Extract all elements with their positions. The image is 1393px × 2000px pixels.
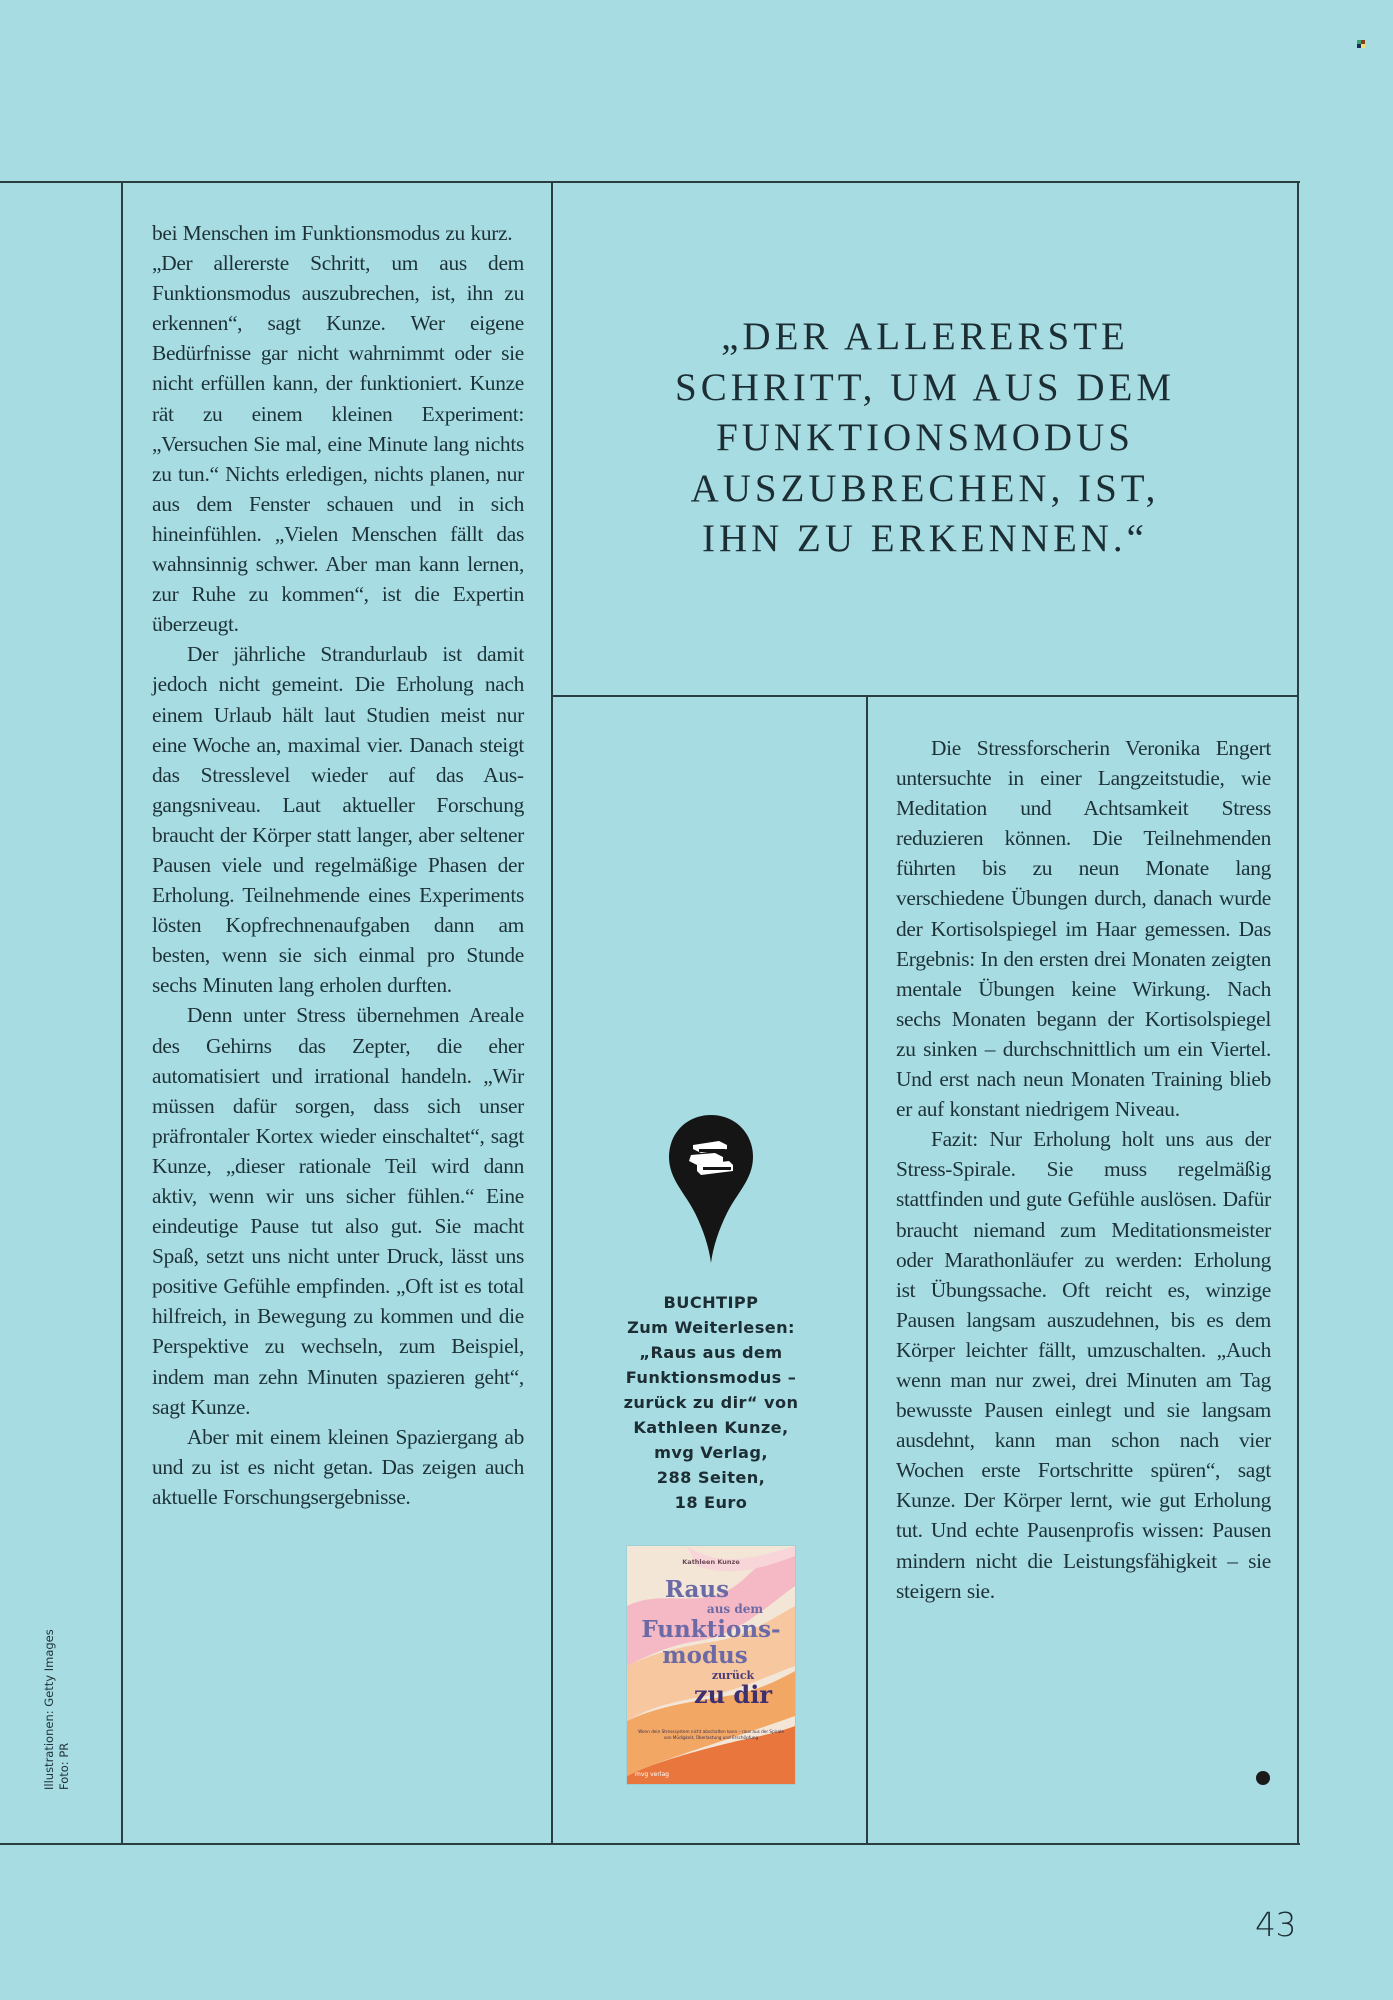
book-cover-image (627, 1546, 795, 1784)
cover-title-line: zu dir (694, 1680, 772, 1709)
paragraph: Fazit: Nur Erholung holt uns aus der Stress-Spirale. Sie muss regelmäßig stattfinden und gute Gefühle auslösen. Dafür braucht niemand zum Meditationsmeister oder Marathonläufer zu werden: Erholung ist Übungssache. Oft reicht es, winzige Pausen langsam auszudehnen, bis es dem Körper leichter fällt, umzuschalten. „Auch wenn man nur zwei, drei Minuten am Tag bewusste Pausen einlegt und sie langsam ausdehnt, kann man schon nach vier Wochen erste Fortschritte spüren“, sagt Kunze. Der Körper lernt, wie gut Erholung tut. Und echte Pausenprofis wissen: Pausen mindern nicht die Leistungsfähigkeit – sie steigern sie. (896, 1127, 1271, 1603)
pull-quote-line: FUNKTIONSMODUS (716, 416, 1134, 459)
cover-publisher-logo: mvg verlag (635, 1771, 669, 1778)
grid-line-bottom (0, 1843, 1300, 1845)
pull-quote-line: IHN ZU ERKENNEN.“ (701, 517, 1148, 560)
article-column-left (152, 218, 524, 1512)
cover-title-line: modus (662, 1642, 748, 1669)
paragraph: „Der allererste Schritt, um aus dem Funktionsmodus auszubrechen, ist, ihn zu erkennen“, sagt Kunze. Wer eigene Bedürfnisse gar nicht wahrnimmt oder sie nicht erfüllen kann, der funktioniert. Kunze rät zu einem kleinen Experiment: „Versuchen Sie mal, eine Minute lang nichts zu tun.“ Nichts erledigen, nichts planen, nur aus dem Fenster schauen und in sich hineinfühlen. „Vielen Menschen fällt das wahnsinnig schwer. Aber man kann lernen, zur Ruhe zu kommen“, ist die Expertin überzeugt. (152, 251, 524, 637)
grid-line-right (1297, 181, 1299, 1845)
grid-line-left (121, 181, 123, 1845)
books-map-pin-icon (667, 1113, 755, 1265)
grid-line-top (0, 181, 1300, 183)
pull-quote (580, 312, 1270, 565)
cover-subtitle: Wenn dein Stresssystem nicht abschalten kann – raus aus der Spirale von Müdigkeit, Überlastung und Erschöpfung (638, 1729, 784, 1740)
book-tip-line: „Raus aus dem (639, 1343, 783, 1362)
image-credits (42, 1629, 72, 1790)
book-tip-line: zurück zu dir“ von (623, 1393, 799, 1412)
book-tip-line: mvg Verlag, (654, 1443, 768, 1462)
book-tip-heading: BUCHTIPP (663, 1293, 759, 1312)
pull-quote-line: „DER ALLERERSTE (721, 315, 1129, 358)
grid-line-inner (866, 695, 868, 1845)
credit-line: Foto: PR (57, 1742, 71, 1790)
book-tip-line: 288 Seiten, (656, 1468, 766, 1487)
paragraph: Die Stressforscherin Veronika Engert untersuchte in einer Langzeitstudie, wie Meditation und Achtsamkeit Stress reduzieren können. Die Teilnehmenden führten bis zu neun Monate lang verschiedene Übungen durch, danach wurde der Kortisolspiegel im Haar gemessen. Das Ergebnis: In den ersten drei Monaten zeigten mentale Übungen keine Wirkung. Nach sechs Monaten begann der Kortisolspiegel zu sinken – durchschnittlich um ein Viertel. Und erst nach neun Monaten Training blieb er auf konstant niedrigem Niveau. (896, 736, 1271, 1122)
article-column-right (896, 733, 1271, 1606)
paragraph: bei Menschen im Funktionsmodus zu kurz. (152, 221, 513, 245)
pull-quote-line: SCHRITT, UM AUS DEM (675, 365, 1175, 409)
book-tip-line: Zum Weiterlesen: (627, 1318, 795, 1337)
print-color-mark (1357, 40, 1365, 48)
paragraph: Aber mit einem kleinen Spaziergang ab und zu ist es nicht getan. Das zeigen auch aktuelle Forschungsergebnisse. (152, 1424, 524, 1509)
grid-line-middle (551, 695, 1299, 697)
cover-title-line: Raus (664, 1576, 730, 1603)
cover-title-line: zurück (711, 1669, 755, 1682)
book-tip-line: 18 Euro (674, 1493, 748, 1512)
paragraph: Der jährliche Strandurlaub ist damit jedoch nicht gemeint. Die Erholung nach einem Urlaub hält laut Studien meist nur eine Woche an, maximal vier. Danach steigt das Stresslevel wieder auf das Ausgangsniveau. Laut aktueller Forschung braucht der Körper statt langer, aber seltener Pausen viele und regelmäßige Phasen der Erholung. Teilnehmende eines Experiments lösten Kopfrechnenaufgaben dann am besten, wenn sie sich einmal pro Stunde sechs Minuten lang erholen durften. (152, 642, 524, 998)
end-of-article-dot-icon (1256, 1771, 1270, 1785)
paragraph: Denn unter Stress übernehmen Areale des Gehirns das Zepter, die eher automatisiert und irrational handeln. „Wir müssen dafür sorgen, dass sich unser präfrontaler Kortex wieder einschaltet“, sagt Kunze, „dieser rationale Teil wird dann aktiv, wenn wir uns sicher fühlen.“ Eine eindeutige Pause tut also gut. Sie macht Spaß, setzt uns nicht unter Druck, lässt uns positive Gefühle empfinden. „Oft ist es total hilfreich, in Bewegung zu kommen und die Perspektive zu wechseln, zum Beispiel, indem man zehn Minuten spazieren geht“, sagt Kunze. (152, 1003, 524, 1419)
book-tip-line: Kathleen Kunze, (633, 1418, 789, 1437)
cover-author: Kathleen Kunze (682, 1558, 740, 1566)
cover-title-line: Funktions- (641, 1616, 781, 1643)
cover-title-line: aus dem (706, 1602, 764, 1616)
credit-line: Illustrationen: Getty Images (42, 1629, 56, 1790)
pull-quote-line: AUSZUBRECHEN, IST, (690, 466, 1160, 510)
book-tip (600, 1290, 822, 1515)
grid-line-center (551, 181, 553, 1845)
book-tip-line: Funktionsmodus – (625, 1368, 797, 1387)
page-number: 43 (1255, 1905, 1296, 1944)
